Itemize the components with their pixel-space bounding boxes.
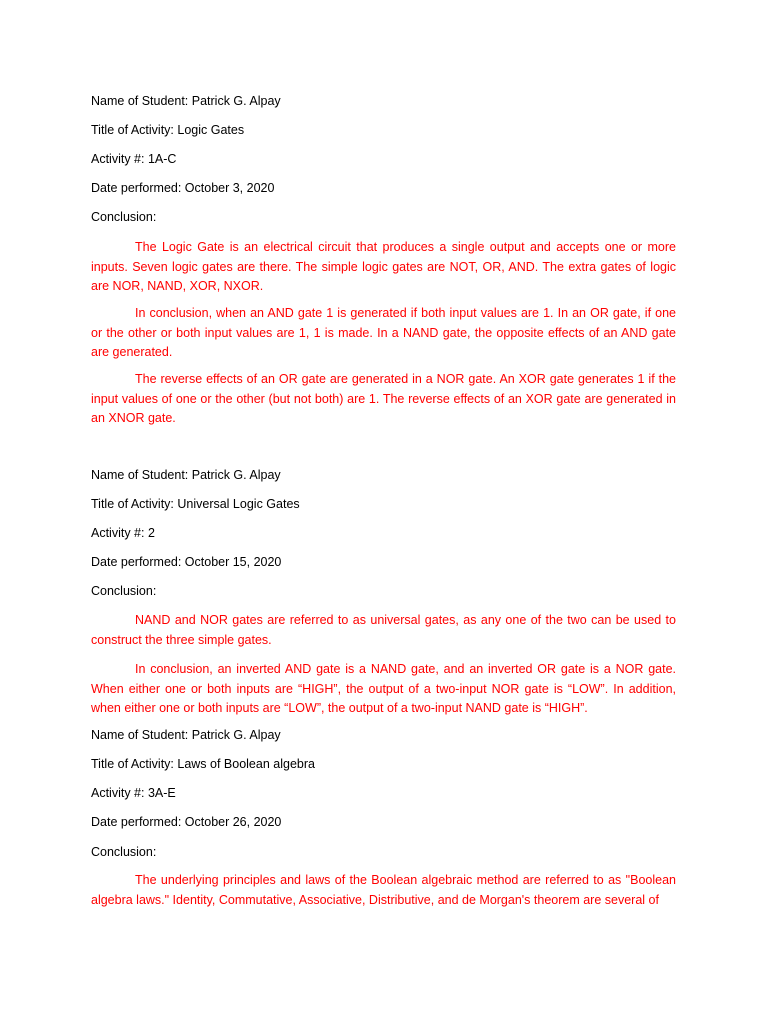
student-name-line: Name of Student: Patrick G. Alpay [91, 468, 281, 482]
conclusion-label: Conclusion: [91, 845, 157, 859]
conclusion-paragraph: The Logic Gate is an electrical circuit that produces a single output and accepts one or more inputs. Seven logic gates are there. The simple logic gates are NOT, OR, AND. The extra gates of logic are NOR, NAND, XOR, NXOR. [91, 240, 676, 293]
activity-number-line: Activity #: 3A-E [91, 786, 176, 800]
conclusion-paragraph: In conclusion, when an AND gate 1 is generated if both input values are 1. In an OR gate, if one or the other or both input values are 1, 1 is made. In a NAND gate, the opposite effects of an AND gate are generated. [91, 306, 676, 359]
activity-number-line: Activity #: 2 [91, 526, 155, 540]
date-performed-line: Date performed: October 3, 2020 [91, 181, 275, 195]
student-name-line: Name of Student: Patrick G. Alpay [91, 728, 281, 742]
activity-title-line: Title of Activity: Universal Logic Gates [91, 497, 300, 511]
date-performed-line: Date performed: October 26, 2020 [91, 815, 282, 829]
activity-number-line: Activity #: 1A-C [91, 152, 177, 166]
conclusion-paragraph: The underlying principles and laws of the Boolean algebraic method are referred to as "Boolean algebra laws." Identity, Commutative, Associative, Distributive, and de Morgan's theorem are several of [91, 873, 676, 907]
activity-title-line: Title of Activity: Laws of Boolean algebra [91, 757, 315, 771]
conclusion-paragraph: The reverse effects of an OR gate are generated in a NOR gate. An XOR gate generates 1 if the input values of one or the other (but not both) are 1. The reverse effects of an XOR gate are generated in an XNOR gate. [91, 372, 676, 425]
student-name-line: Name of Student: Patrick G. Alpay [91, 94, 281, 108]
conclusion-paragraph: NAND and NOR gates are referred to as universal gates, as any one of the two can be used to construct the three simple gates. [91, 613, 676, 647]
date-performed-line: Date performed: October 15, 2020 [91, 555, 282, 569]
conclusion-label: Conclusion: [91, 210, 157, 224]
activity-title-line: Title of Activity: Logic Gates [91, 123, 245, 137]
conclusion-paragraph: In conclusion, an inverted AND gate is a NAND gate, and an inverted OR gate is a NOR gate. When either one or both inputs are “HIGH”, the output of a two-input NOR gate is “LOW”. In addition, when either one or both inputs are “LOW”, the output of a two-input NAND gate is “HIGH”. [91, 662, 676, 715]
conclusion-label: Conclusion: [91, 584, 157, 598]
